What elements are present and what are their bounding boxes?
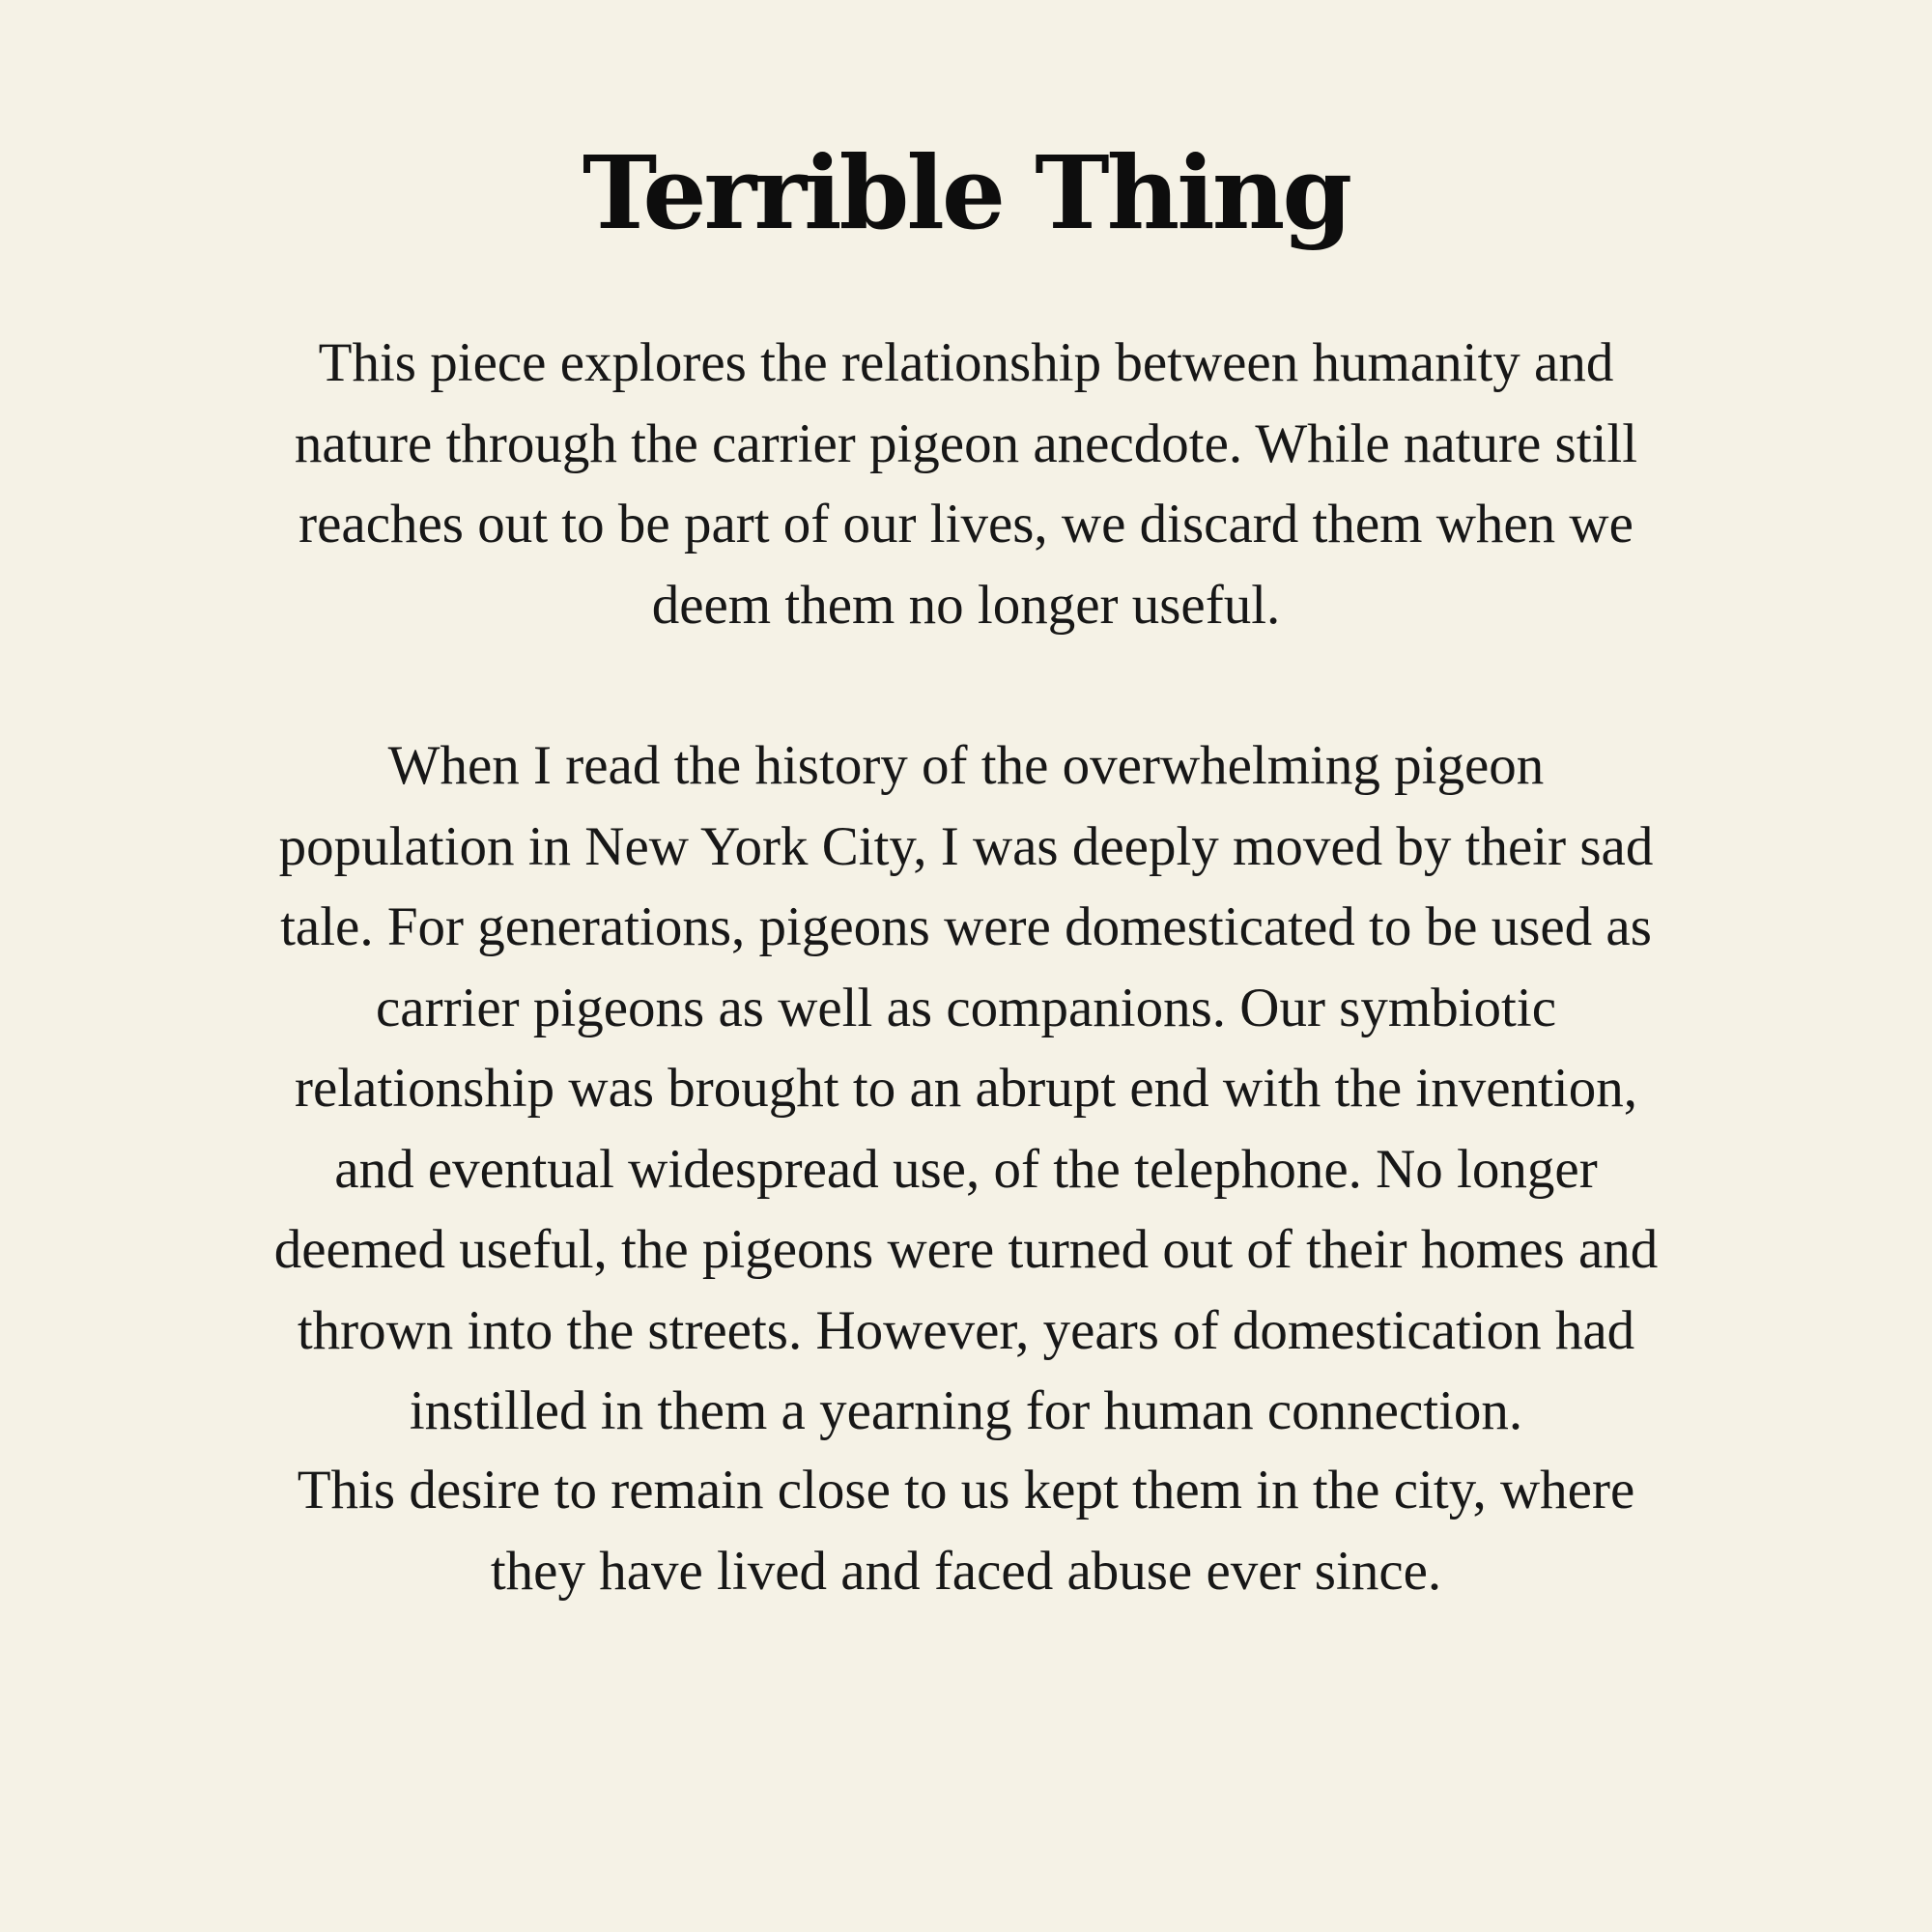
text-line: reaches out to be part of our lives, we discard them when we (298, 494, 1634, 554)
text-line: population in New York City, I was deeply moved by their sad (278, 815, 1654, 877)
text-line: and eventual widespread use, of the telephone. No longer (334, 1138, 1598, 1200)
text-line: This piece explores the relationship between humanity and (318, 332, 1614, 393)
text-line: tale. For generations, pigeons were domesticated to be used as (280, 896, 1652, 957)
text-line: they have lived and faced abuse ever since. (490, 1540, 1442, 1602)
text-line: deem them no longer useful. (651, 574, 1281, 636)
text-line: When I read the history of the overwhelming pigeon (387, 735, 1545, 796)
text-line: nature through the carrier pigeon anecdote. While nature still (294, 412, 1638, 474)
page-title: Terrible Thing (582, 133, 1350, 252)
text-line: carrier pigeons as well as companions. Our symbiotic (375, 977, 1557, 1038)
paragraph-intro (116, 323, 1816, 645)
text-line: relationship was brought to an abrupt end with the invention, (295, 1058, 1637, 1119)
paragraph-history (116, 725, 1816, 1452)
text-line: instilled in them a yearning for human connection. (409, 1380, 1523, 1441)
text-line: thrown into the streets. However, years of domestication had (297, 1299, 1635, 1361)
text-line: This desire to remain close to us kept them in the city, where (297, 1460, 1635, 1520)
paragraph-conclusion (116, 1450, 1816, 1611)
text-line: deemed useful, the pigeons were turned out of their homes and (273, 1219, 1659, 1280)
